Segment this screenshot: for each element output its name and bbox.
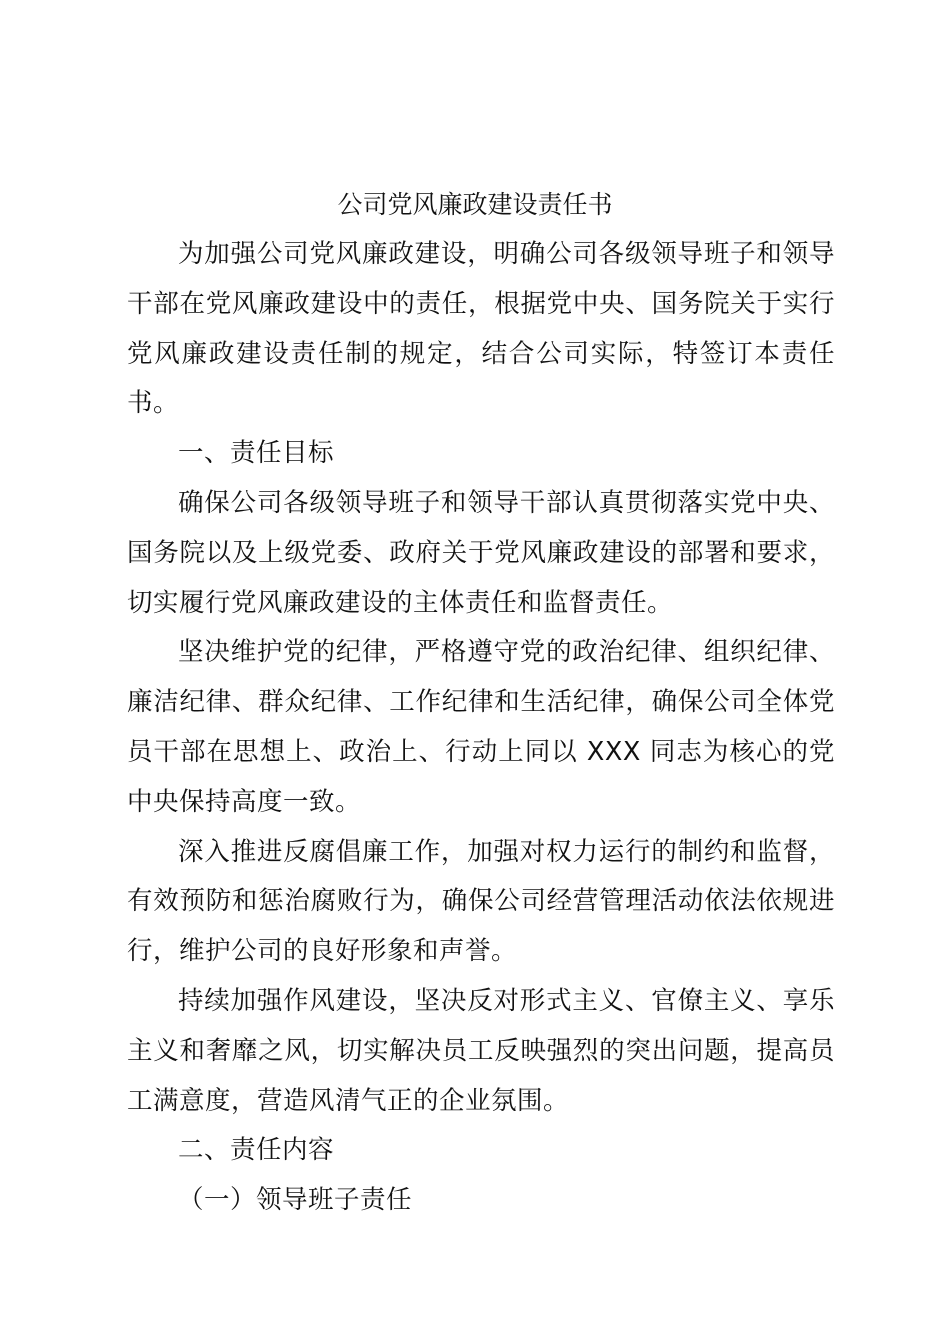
- paragraph-goal-2: 坚决维护党的纪律，严格遵守党的政治纪律、组织纪律、廉洁纪律、群众纪律、工作纪律和生活纪律，确保公司全体党员干部在思想上、政治上、行动上同以 XXX 同志为核心的党中央保持高度一致。: [127, 637, 835, 817]
- paragraph-goal-3: 深入推进反腐倡廉工作，加强对权力运行的制约和监督，有效预防和惩治腐败行为，确保公司经营管理活动依法依规进行，维护公司的良好形象和声誉。: [127, 836, 835, 967]
- subsection-heading-1: （一）领导班子责任: [178, 1185, 413, 1216]
- document-title: 公司党风廉政建设责任书: [337, 190, 613, 219]
- paragraph-intro: 为加强公司党风廉政建设，明确公司各级领导班子和领导干部在党风廉政建设中的责任，根据党中央、国务院关于实行党风廉政建设责任制的规定，结合公司实际，特签订本责任书。: [127, 239, 835, 419]
- document-body: [127, 230, 835, 1226]
- section-heading-1: 一、责任目标: [178, 438, 335, 469]
- paragraph-goal-1: 确保公司各级领导班子和领导干部认真贯彻落实党中央、国务院以及上级党委、政府关于党风廉政建设的部署和要求，切实履行党风廉政建设的主体责任和监督责任。: [127, 487, 835, 618]
- paragraph-goal-4: 持续加强作风建设，坚决反对形式主义、官僚主义、享乐主义和奢靡之风，切实解决员工反映强烈的突出问题，提高员工满意度，营造风清气正的企业氛围。: [127, 985, 835, 1116]
- section-heading-2: 二、责任内容: [178, 1135, 335, 1166]
